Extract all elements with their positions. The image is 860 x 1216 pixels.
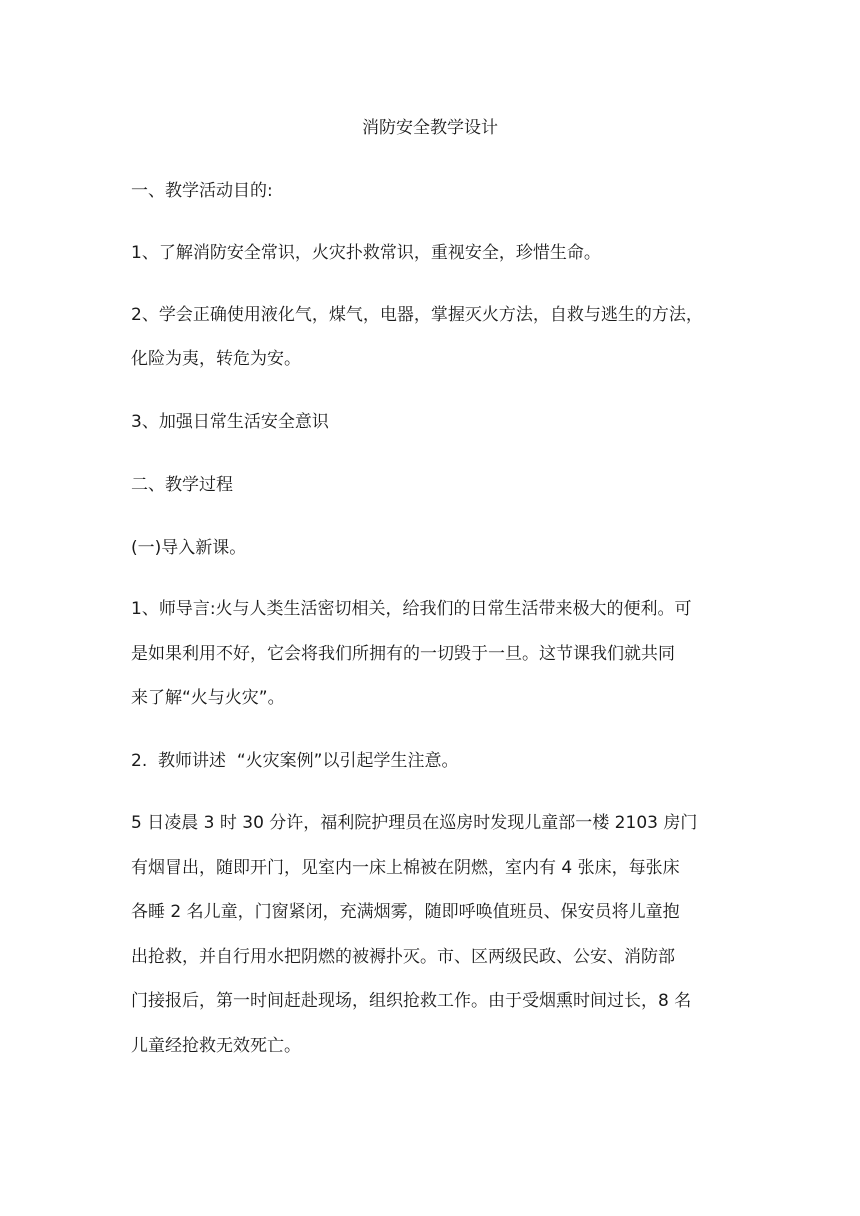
case-line-2: 有烟冒出，随即开门，见室内一床上棉被在阴燃，室内有 4 张床，每张床 bbox=[131, 858, 680, 878]
document-title: 消防安全教学设计 bbox=[362, 118, 498, 138]
case-line-5: 门接报后，第一时间赶赴现场，组织抢救工作。由于受烟熏时间过长，8 名 bbox=[131, 991, 692, 1011]
section-heading-objectives: 一、教学活动目的: bbox=[131, 181, 273, 201]
paragraph-1-line-1: 1、师导言:火与人类生活密切相关，给我们的日常生活带来极大的便利。可 bbox=[131, 599, 692, 619]
objective-2-line-1: 2、学会正确使用液化气，煤气，电器，掌握灭火方法，自救与逃生的方法， bbox=[131, 305, 703, 325]
objective-2-line-2: 化险为夷，转危为安。 bbox=[131, 349, 301, 369]
case-line-1: 5 日凌晨 3 时 30 分许，福利院护理员在巡房时发现儿童部一楼 2103 房门 bbox=[131, 813, 698, 833]
paragraph-1-line-2: 是如果利用不好，它会将我们所拥有的一切毁于一旦。这节课我们就共同 bbox=[131, 644, 675, 664]
case-line-6: 儿童经抢救无效死亡。 bbox=[131, 1036, 301, 1056]
case-line-4: 出抢救，并自行用水把阴燃的被褥扑灭。市、区两级民政、公安、消防部 bbox=[131, 947, 675, 967]
section-heading-process: 二、教学过程 bbox=[131, 475, 233, 495]
subsection-intro: (一)导入新课。 bbox=[131, 538, 247, 558]
paragraph-2: 2. 教师讲述 “火灾案例”以引起学生注意。 bbox=[131, 751, 459, 771]
objective-1: 1、了解消防安全常识，火灾扑救常识，重视安全，珍惜生命。 bbox=[131, 243, 601, 263]
objective-3: 3、加强日常生活安全意识 bbox=[131, 412, 329, 432]
paragraph-1-line-3: 来了解“火与火灾”。 bbox=[131, 688, 285, 708]
case-line-3: 各睡 2 名儿童，门窗紧闭，充满烟雾，随即呼唤值班员、保安员将儿童抱 bbox=[131, 902, 680, 922]
